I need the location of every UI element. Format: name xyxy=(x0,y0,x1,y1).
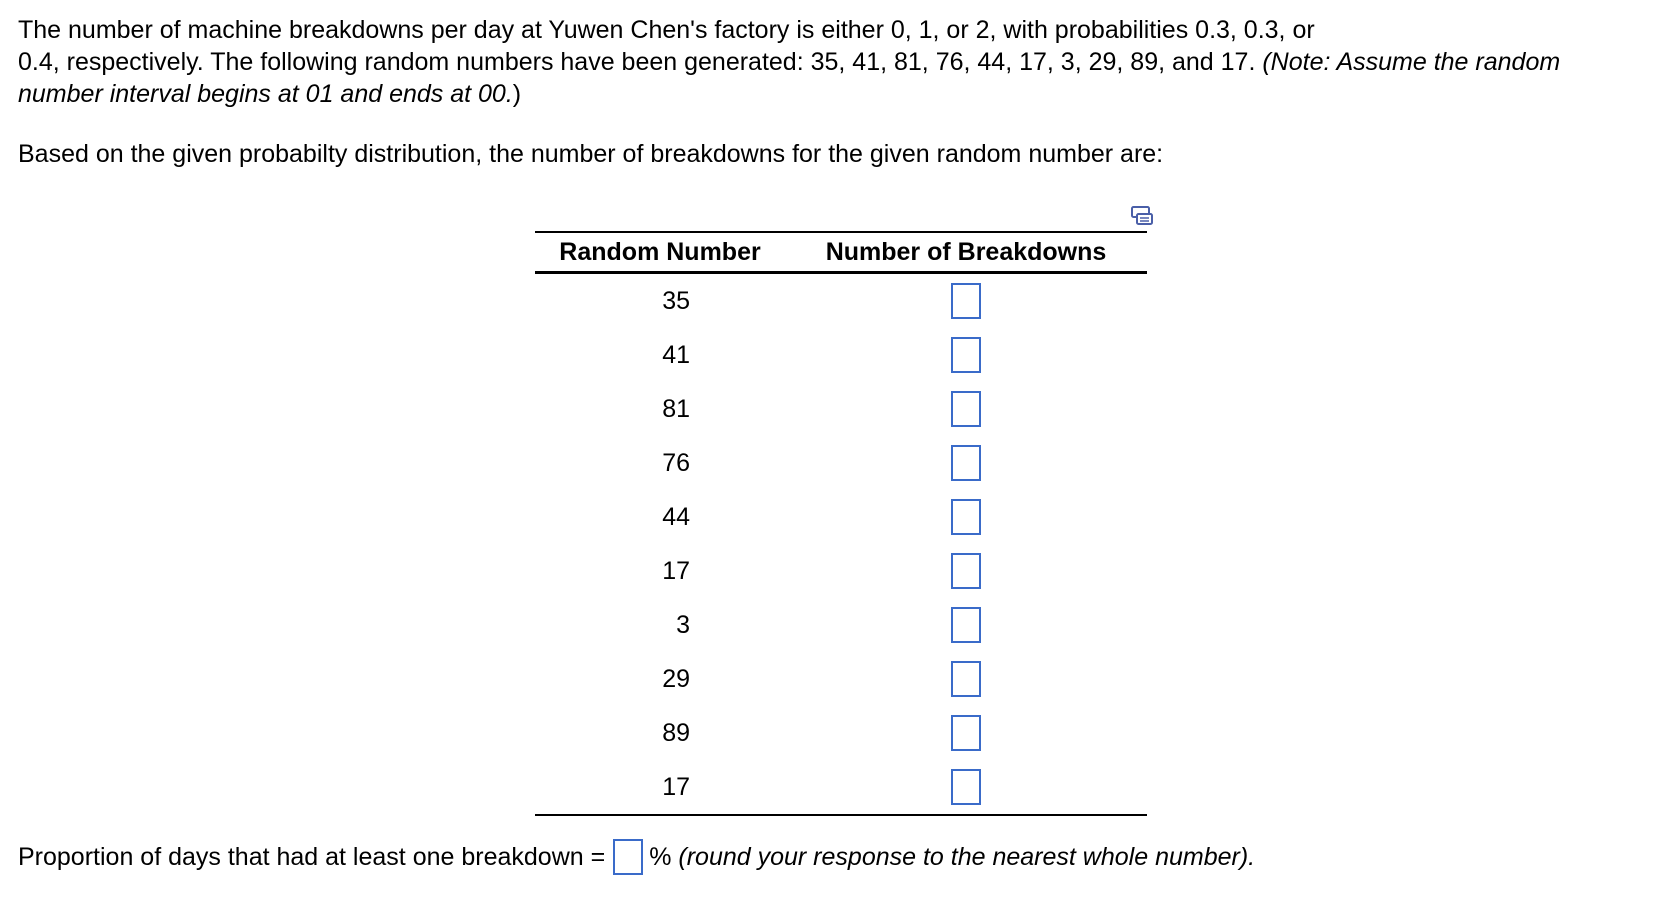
table-row xyxy=(535,273,1147,329)
random-number-cell: 29 xyxy=(662,664,690,693)
problem-line-2 xyxy=(18,46,1648,78)
header-number-of-breakdowns: Number of Breakdowns xyxy=(785,232,1147,273)
breakdowns-input[interactable] xyxy=(951,283,981,319)
random-number-cell: 76 xyxy=(662,448,690,477)
breakdowns-input[interactable] xyxy=(951,661,981,697)
proportion-label: Proportion of days that had at least one breakdown = xyxy=(18,843,606,871)
random-number-cell: 35 xyxy=(662,286,690,315)
question-prompt: Based on the given probabilty distribution, the number of breakdowns for the given random number are: xyxy=(18,140,1164,168)
random-number-cell: 81 xyxy=(662,394,690,423)
random-number-cell: 41 xyxy=(662,340,690,369)
breakdowns-cell xyxy=(785,273,1147,329)
header-random-number: Random Number xyxy=(535,232,785,273)
random-number-cell: 89 xyxy=(662,718,690,747)
problem-statement xyxy=(18,14,1648,110)
proportion-unit: % xyxy=(649,843,672,871)
problem-line-1: The number of machine breakdowns per day at Yuwen Chen's factory is either 0, 1, or 2, with probabilities 0.3, 0.3, or xyxy=(18,16,1315,44)
proportion-hint: (round your response to the nearest whole number). xyxy=(678,843,1256,871)
copy-table-icon[interactable] xyxy=(1130,204,1154,228)
breakdowns-input[interactable] xyxy=(951,769,981,805)
breakdowns-table-container xyxy=(535,231,1147,816)
breakdowns-cell xyxy=(785,598,1147,652)
breakdowns-input[interactable] xyxy=(951,337,981,373)
breakdowns-input[interactable] xyxy=(951,499,981,535)
random-number-cell: 44 xyxy=(662,502,690,531)
table-row xyxy=(535,706,1147,760)
table-row xyxy=(535,382,1147,436)
breakdowns-cell xyxy=(785,382,1147,436)
breakdowns-cell xyxy=(785,328,1147,382)
breakdowns-cell xyxy=(785,544,1147,598)
table-row xyxy=(535,544,1147,598)
breakdowns-input[interactable] xyxy=(951,715,981,751)
table-row xyxy=(535,598,1147,652)
table-row xyxy=(535,652,1147,706)
proportion-input[interactable] xyxy=(613,839,643,875)
proportion-question xyxy=(18,839,1255,875)
breakdowns-input[interactable] xyxy=(951,553,981,589)
breakdowns-input[interactable] xyxy=(951,445,981,481)
problem-note-close: ) xyxy=(512,80,522,108)
problem-line-3 xyxy=(18,78,1648,110)
breakdowns-cell xyxy=(785,652,1147,706)
breakdowns-table xyxy=(535,231,1147,816)
random-number-cell: 3 xyxy=(676,610,690,639)
breakdowns-input[interactable] xyxy=(951,391,981,427)
breakdowns-input[interactable] xyxy=(951,607,981,643)
random-number-cell: 17 xyxy=(662,556,690,585)
table-row xyxy=(535,760,1147,815)
breakdowns-cell xyxy=(785,436,1147,490)
breakdowns-cell xyxy=(785,760,1147,815)
table-row xyxy=(535,436,1147,490)
table-row xyxy=(535,490,1147,544)
problem-note-start: (Note: Assume the random xyxy=(1262,48,1561,76)
table-row xyxy=(535,328,1147,382)
random-number-cell: 17 xyxy=(662,772,690,801)
problem-line-2-text: 0.4, respectively. The following random numbers have been generated: 35, 41, 81, 76, 44, 17, 3, 29, 89, and 17. xyxy=(18,48,1263,76)
breakdowns-cell xyxy=(785,706,1147,760)
problem-note-end: number interval begins at 01 and ends at 00. xyxy=(18,80,513,108)
breakdowns-cell xyxy=(785,490,1147,544)
table-header-row xyxy=(535,232,1147,273)
